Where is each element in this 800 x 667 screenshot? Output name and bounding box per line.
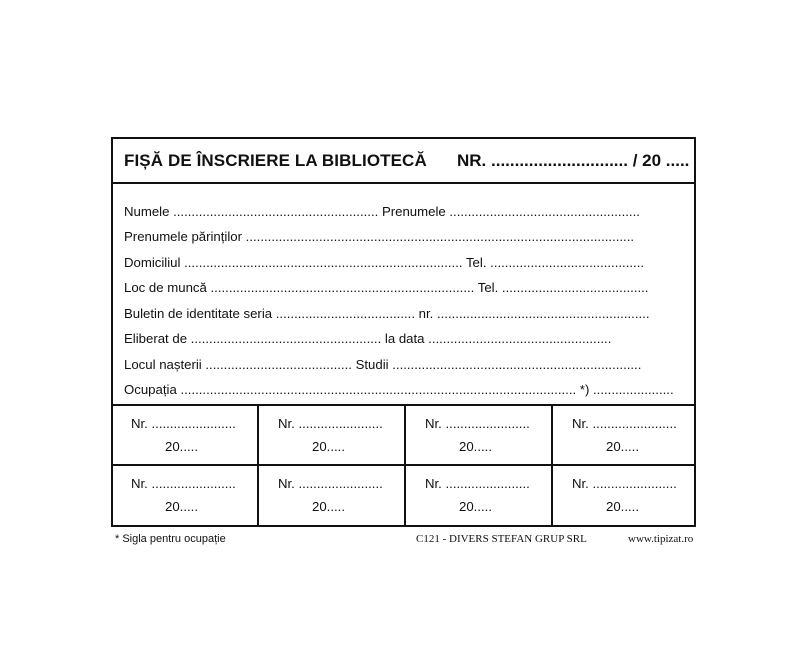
cell-year: 20..... [459, 439, 492, 454]
footnote-text: * Sigla pentru ocupație [115, 533, 226, 545]
cell-number: Nr. ....................... [131, 416, 236, 431]
cell-year: 20..... [606, 499, 639, 514]
cell-number: Nr. ....................... [425, 416, 530, 431]
grid-cell [113, 466, 259, 527]
cell-year: 20..... [312, 499, 345, 514]
form-title: FIȘĂ DE ÎNSCRIERE LA BIBLIOTECĂ [124, 151, 427, 170]
cell-number: Nr. ....................... [572, 416, 677, 431]
grid-row [113, 466, 694, 527]
cell-number: Nr. ....................... [131, 476, 236, 491]
cell-year: 20..... [312, 439, 345, 454]
visit-stamp-grid [113, 406, 694, 527]
cell-year: 20..... [165, 439, 198, 454]
field-birthplace-studies: Locul nașterii ........................................ Studii .................................................................... [124, 357, 642, 372]
registration-form-card [111, 137, 696, 527]
grid-cell [260, 466, 406, 527]
grid-cell [113, 406, 259, 464]
grid-cell [554, 406, 696, 464]
grid-cell [407, 466, 553, 527]
grid-cell [260, 406, 406, 464]
grid-row [113, 406, 694, 466]
cell-number: Nr. ....................... [425, 476, 530, 491]
field-issued-by: Eliberat de .................................................... la data .................................................. [124, 331, 612, 346]
field-occupation: Ocupația ............................................................................................................ *) ...................... [124, 382, 674, 397]
field-id-card: Buletin de identitate seria ...................................... nr. .......................................................... [124, 306, 650, 321]
cell-number: Nr. ....................... [278, 476, 383, 491]
field-workplace-phone: Loc de muncă ........................................................................ Tel. ........................................ [124, 280, 649, 295]
field-parents-names: Prenumele părinților .......................................................................................................... [124, 229, 635, 244]
publisher-text: C121 - DIVERS STEFAN GRUP SRL [416, 533, 587, 545]
grid-cell [407, 406, 553, 464]
grid-cell [554, 466, 696, 527]
cell-year: 20..... [165, 499, 198, 514]
cell-number: Nr. ....................... [278, 416, 383, 431]
form-number-field: NR. ............................. / 20 ..... [457, 151, 690, 170]
website-text: www.tipizat.ro [628, 533, 694, 545]
cell-number: Nr. ....................... [572, 476, 677, 491]
form-fields [113, 184, 694, 406]
field-address-phone: Domiciliul ............................................................................ Tel. .......................................... [124, 255, 645, 270]
form-header [113, 139, 694, 184]
cell-year: 20..... [459, 499, 492, 514]
cell-year: 20..... [606, 439, 639, 454]
field-name: Numele ........................................................ Prenumele .................................................... [124, 204, 640, 219]
